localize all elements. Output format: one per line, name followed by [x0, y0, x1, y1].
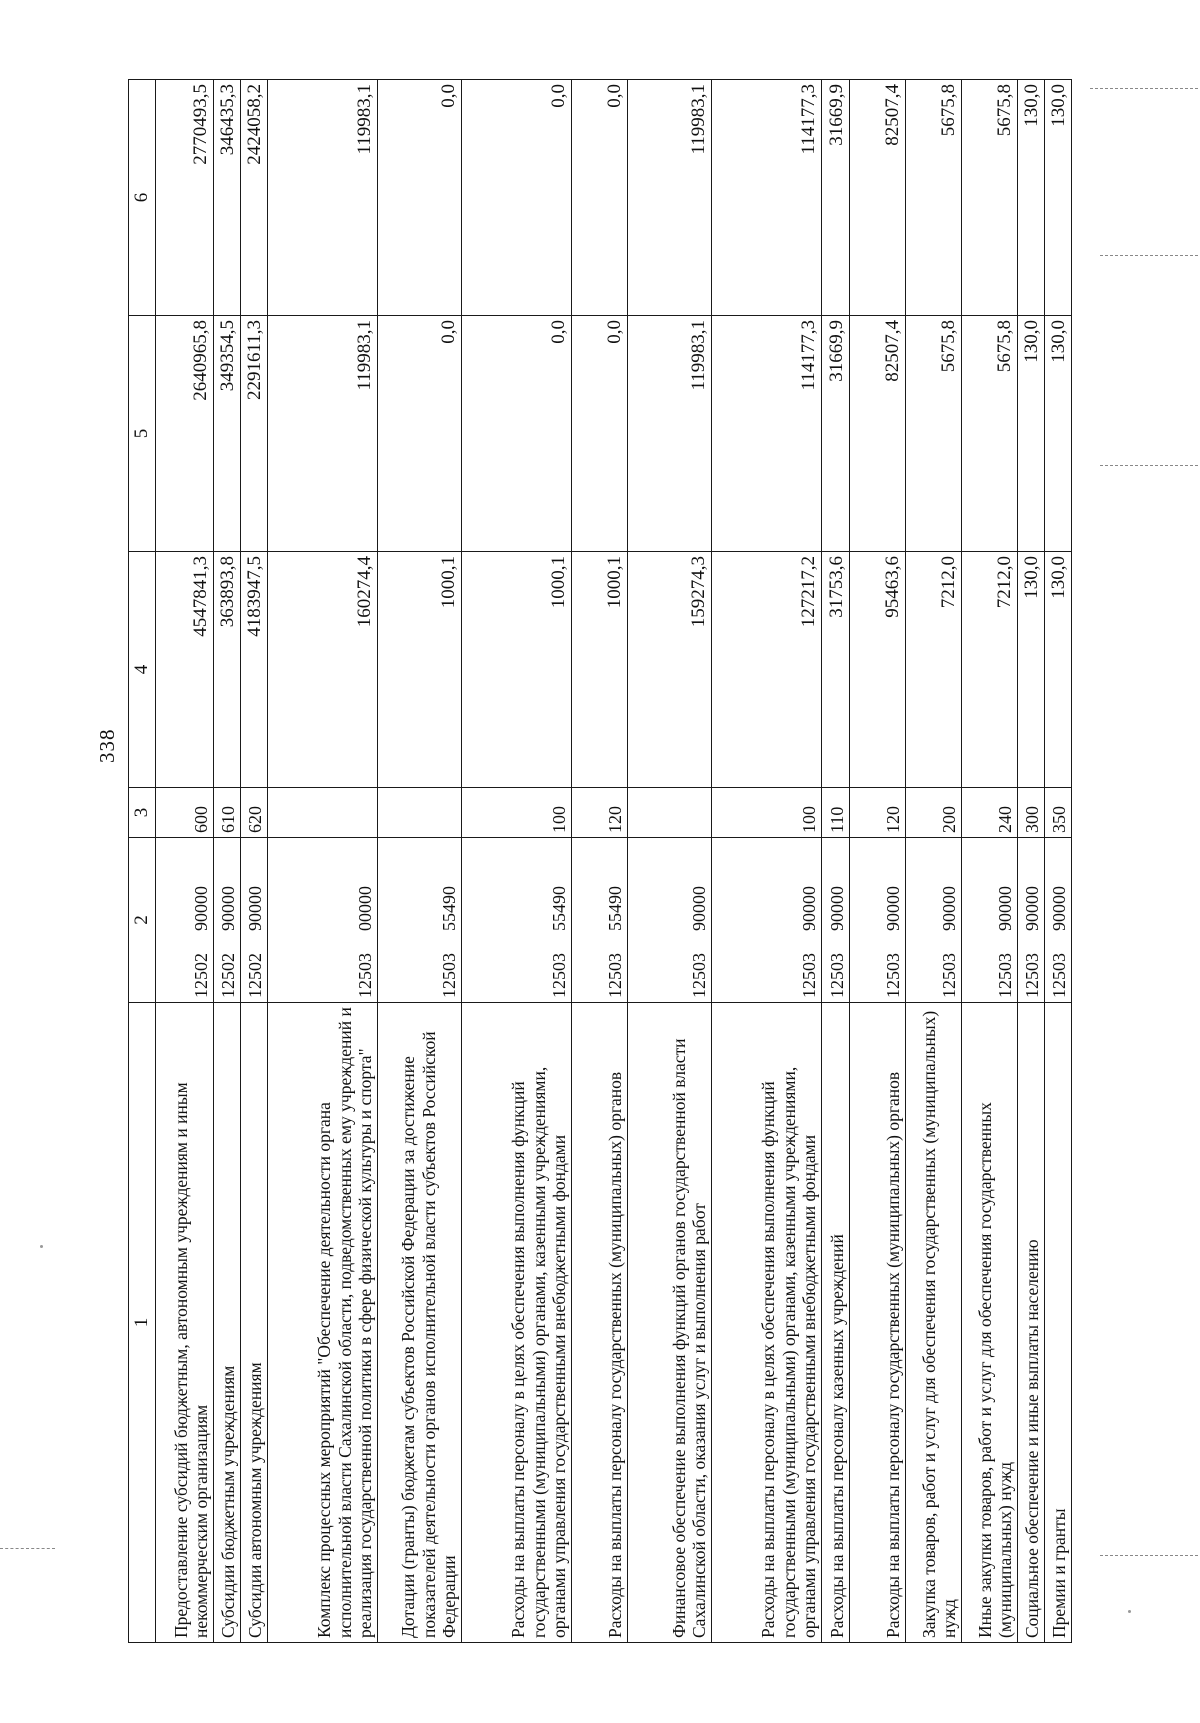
row-col6: 114177,3 [712, 80, 822, 316]
row-col6: 5675,8 [906, 80, 962, 316]
code-part-a: 12502 [190, 953, 211, 998]
row-name: Субсидии бюджетным учреждениям [214, 1003, 241, 1643]
table-row [268, 80, 378, 1643]
row-col6: 5675,8 [962, 80, 1018, 316]
row-vr [268, 788, 378, 838]
row-col6: 0,0 [462, 80, 572, 316]
row-vr: 240 [962, 788, 1018, 838]
row-col5: 31669,9 [822, 316, 850, 552]
table-row [1045, 80, 1072, 1643]
row-vr: 120 [572, 788, 628, 838]
row-vr: 100 [712, 788, 822, 838]
code-part-b: 55490 [438, 886, 459, 931]
row-vr [628, 788, 712, 838]
code-part-b: 90000 [882, 886, 903, 931]
scan-artifact-line [0, 1548, 55, 1549]
table-row [906, 80, 962, 1643]
col-header-3: 3 [129, 788, 156, 838]
row-name: Субсидии автономным учреждениям [241, 1003, 268, 1643]
row-col6: 119983,1 [268, 80, 378, 316]
code-part-a: 12503 [604, 953, 625, 998]
row-col6: 130,0 [1045, 80, 1072, 316]
row-code [712, 838, 822, 1003]
row-col5: 130,0 [1018, 316, 1045, 552]
code-part-b: 00000 [354, 886, 375, 931]
row-code [1045, 838, 1072, 1003]
row-col4: 130,0 [1045, 552, 1072, 788]
table-row [962, 80, 1018, 1643]
code-part-b: 90000 [1048, 886, 1069, 931]
table-row [462, 80, 572, 1643]
code-part-a: 12503 [882, 953, 903, 998]
row-col5: 349354,5 [214, 316, 241, 552]
row-vr: 620 [241, 788, 268, 838]
row-col5: 5675,8 [906, 316, 962, 552]
scan-artifact-line [1090, 88, 1198, 89]
row-col5: 0,0 [572, 316, 628, 552]
row-code [906, 838, 962, 1003]
row-col6: 346435,3 [214, 80, 241, 316]
code-part-b: 90000 [190, 886, 211, 931]
row-col4: 95463,6 [850, 552, 906, 788]
row-col4: 1000,1 [462, 552, 572, 788]
row-name: Финансовое обеспечение выполнения функций органов государственной власти Сахалинской области, оказания услуг и выполнения работ [628, 1003, 712, 1643]
row-name: Расходы на выплаты персоналу в целях обеспечения выполнения функций государственными (муниципальными) органами, казенными учреждениями, органами управления государственными внебюджетными фондами [712, 1003, 822, 1643]
row-col5: 82507,4 [850, 316, 906, 552]
code-part-b: 55490 [548, 886, 569, 931]
code-part-a: 12503 [798, 953, 819, 998]
table-row [628, 80, 712, 1643]
scan-artifact-line [1100, 465, 1198, 466]
row-vr: 100 [462, 788, 572, 838]
header-row [129, 80, 156, 1643]
row-name: Дотации (гранты) бюджетам субъектов Российской Федерации за достижение показателей деятельности органов исполнительной власти субъектов Российской Федерации [378, 1003, 462, 1643]
row-col4: 160274,4 [268, 552, 378, 788]
row-col4: 1000,1 [572, 552, 628, 788]
row-code [241, 838, 268, 1003]
table-row [1018, 80, 1045, 1643]
table-row [850, 80, 906, 1643]
row-col4: 130,0 [1018, 552, 1045, 788]
row-code [822, 838, 850, 1003]
table-row [378, 80, 462, 1643]
code-part-a: 12503 [354, 953, 375, 998]
row-col4: 7212,0 [906, 552, 962, 788]
scan-artifact-line [1100, 1555, 1198, 1556]
row-col4: 4547841,3 [156, 552, 214, 788]
row-col6: 130,0 [1018, 80, 1045, 316]
row-code [572, 838, 628, 1003]
row-vr: 610 [214, 788, 241, 838]
row-col6: 2424058,2 [241, 80, 268, 316]
table-row [214, 80, 241, 1643]
row-col4: 7212,0 [962, 552, 1018, 788]
row-col5: 119983,1 [628, 316, 712, 552]
row-col6: 2770493,5 [156, 80, 214, 316]
row-code [156, 838, 214, 1003]
row-col4: 127217,2 [712, 552, 822, 788]
row-name: Иные закупки товаров, работ и услуг для обеспечения государственных (муниципальных) нужд [962, 1003, 1018, 1643]
row-col6: 31669,9 [822, 80, 850, 316]
scan-artifact-line [1100, 255, 1198, 256]
code-part-a: 12503 [826, 953, 847, 998]
code-part-b: 90000 [994, 886, 1015, 931]
row-name: Комплекс процессных мероприятий "Обеспечение деятельности органа исполнительной власти Сахалинской области, подведомственных ему учреждений и реализация государственной политики в сфере физической культуры и спорта" [268, 1003, 378, 1643]
row-col6: 119983,1 [628, 80, 712, 316]
code-part-a: 12503 [438, 953, 459, 998]
row-name: Закупка товаров, работ и услуг для обеспечения государственных (муниципальных) нужд [906, 1003, 962, 1643]
row-col5: 130,0 [1045, 316, 1072, 552]
code-part-b: 90000 [826, 886, 847, 931]
scan-artifact-dot [40, 1245, 43, 1248]
table-row [241, 80, 268, 1643]
code-part-a: 12503 [938, 953, 959, 998]
row-col4: 4183947,5 [241, 552, 268, 788]
code-part-b: 90000 [938, 886, 959, 931]
row-code [850, 838, 906, 1003]
code-part-a: 12503 [994, 953, 1015, 998]
row-col4: 159274,3 [628, 552, 712, 788]
row-col6: 0,0 [572, 80, 628, 316]
row-col5: 119983,1 [268, 316, 378, 552]
code-part-b: 55490 [604, 886, 625, 931]
row-vr: 120 [850, 788, 906, 838]
code-part-b: 90000 [217, 886, 238, 931]
row-name: Премии и гранты [1045, 1003, 1072, 1643]
row-name: Расходы на выплаты персоналу казенных учреждений [822, 1003, 850, 1643]
row-col4: 363893,8 [214, 552, 241, 788]
row-code [628, 838, 712, 1003]
col-header-4: 4 [129, 552, 156, 788]
row-col4: 31753,6 [822, 552, 850, 788]
row-name: Расходы на выплаты персоналу государственных (муниципальных) органов [850, 1003, 906, 1643]
row-vr: 200 [906, 788, 962, 838]
table-row [712, 80, 822, 1643]
row-vr: 300 [1018, 788, 1045, 838]
code-part-b: 90000 [688, 886, 709, 931]
table-row [156, 80, 214, 1643]
row-code [962, 838, 1018, 1003]
row-col5: 114177,3 [712, 316, 822, 552]
row-code [378, 838, 462, 1003]
row-col5: 0,0 [462, 316, 572, 552]
row-col5: 5675,8 [962, 316, 1018, 552]
row-code [1018, 838, 1045, 1003]
code-part-b: 90000 [1021, 886, 1042, 931]
page-number: 338 [95, 728, 119, 763]
row-name: Предоставление субсидий бюджетным, автономным учреждениям и иным некоммерческим организациям [156, 1003, 214, 1643]
row-name: Расходы на выплаты персоналу в целях обеспечения выполнения функций государственными (муниципальными) органами, казенными учреждениями, органами управления государственными внебюджетными фондами [462, 1003, 572, 1643]
row-code [462, 838, 572, 1003]
col-header-5: 5 [129, 316, 156, 552]
row-vr [378, 788, 462, 838]
row-name: Социальное обеспечение и иные выплаты населению [1018, 1003, 1045, 1643]
row-col6: 82507,4 [850, 80, 906, 316]
scan-artifact-dot [1128, 1610, 1131, 1613]
row-vr: 110 [822, 788, 850, 838]
code-part-b: 90000 [798, 886, 819, 931]
col-header-1: 1 [129, 1003, 156, 1643]
col-header-6: 6 [129, 80, 156, 316]
code-part-a: 12502 [217, 953, 238, 998]
row-name: Расходы на выплаты персоналу государственных (муниципальных) органов [572, 1003, 628, 1643]
code-part-a: 12503 [688, 953, 709, 998]
table-row [572, 80, 628, 1643]
col-header-2: 2 [129, 838, 156, 1003]
code-part-a: 12503 [1048, 953, 1069, 998]
code-part-b: 90000 [244, 886, 265, 931]
code-part-a: 12503 [548, 953, 569, 998]
row-col4: 1000,1 [378, 552, 462, 788]
table-row [822, 80, 850, 1643]
row-vr: 600 [156, 788, 214, 838]
row-col5: 2640965,8 [156, 316, 214, 552]
row-col6: 0,0 [378, 80, 462, 316]
row-code [268, 838, 378, 1003]
row-vr: 350 [1045, 788, 1072, 838]
budget-table [128, 79, 1072, 1643]
code-part-a: 12502 [244, 953, 265, 998]
row-col5: 2291611,3 [241, 316, 268, 552]
code-part-a: 12503 [1021, 953, 1042, 998]
row-col5: 0,0 [378, 316, 462, 552]
row-code [214, 838, 241, 1003]
